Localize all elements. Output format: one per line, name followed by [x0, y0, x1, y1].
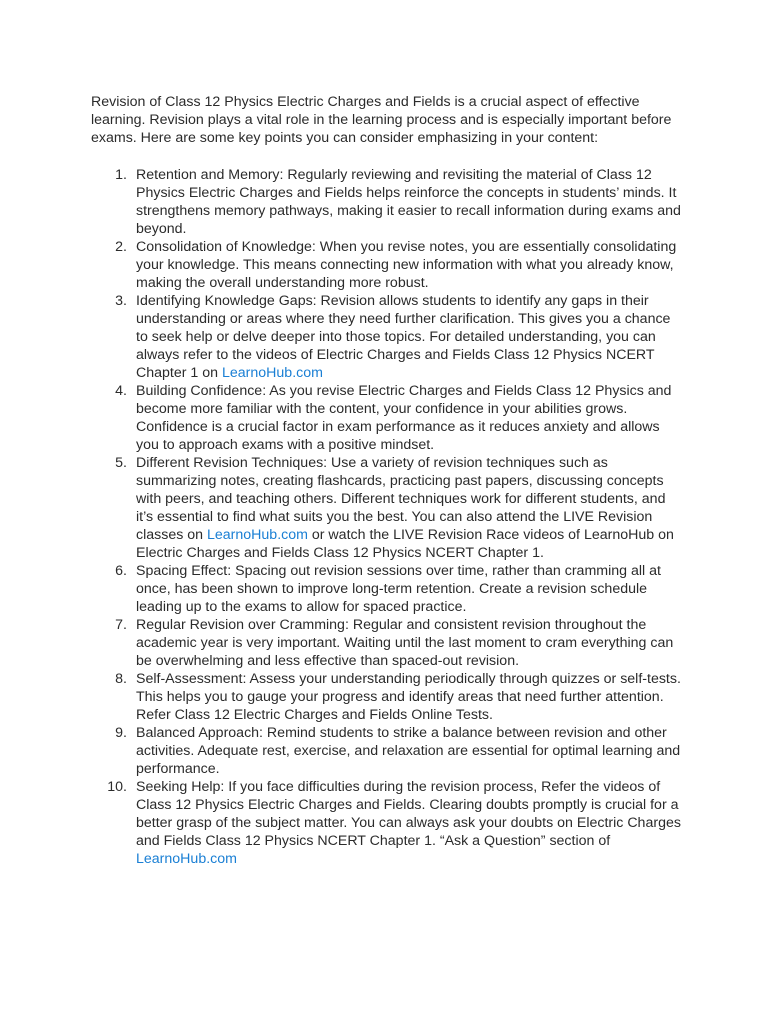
list-item: [91, 382, 681, 454]
learnohub-link[interactable]: LearnoHub.com: [221, 365, 323, 381]
list-item: [91, 292, 681, 382]
list-item-text-continued: or watch the LIVE Revision Race videos of LearnoHub on Electric Charges and Fields Class 12 Physics NCERT Chapter 1.: [136, 527, 674, 561]
list-item-text: Retention and Memory: Regularly reviewing and revisiting the material of Class 12 Physics Electric Charges and Fields helps reinforce the concepts in students’ minds. It strengthens memory pathways, making it easier to recall information during exams and beyond.: [136, 167, 681, 237]
key-points-list: [91, 166, 681, 868]
list-item-text: Balanced Approach: Remind students to strike a balance between revision and other activities. Adequate rest, exercise, and relaxation are essential for optimal learning and performance.: [136, 725, 681, 777]
list-item-number: 9.: [115, 725, 127, 741]
list-item-number: 10.: [107, 779, 127, 795]
list-item-number: 2.: [115, 239, 127, 255]
list-item-text: Consolidation of Knowledge: When you revise notes, you are essentially consolidating your knowledge. This means connecting new information with what you already know, making the overall understanding more robust.: [136, 239, 677, 291]
list-item-number: 4.: [115, 383, 127, 399]
list-item-text: Spacing Effect: Spacing out revision sessions over time, rather than cramming all at once, has been shown to improve long-term retention. Create a revision schedule leading up to the exams to allow for spaced practice.: [136, 563, 661, 615]
list-item: [91, 454, 681, 562]
list-item: [91, 166, 681, 238]
intro-paragraph: Revision of Class 12 Physics Electric Charges and Fields is a crucial aspect of effective learning. Revision plays a vital role in the learning process and is especially important before exams. Here are some key points you can consider emphasizing in your content:: [91, 94, 672, 146]
list-item-number: 7.: [115, 617, 127, 633]
list-item-number: 8.: [115, 671, 127, 687]
list-item-text: Building Confidence: As you revise Electric Charges and Fields Class 12 Physics and become more familiar with the content, your confidence in your abilities grows. Confidence is a crucial factor in exam performance as it reduces anxiety and allows you to approach exams with a positive mindset.: [136, 383, 672, 453]
list-item-text: Different Revision Techniques: Use a variety of revision techniques such as summarizing notes, creating flashcards, practicing past papers, discussing concepts with peers, and teaching others. Different techniques work for different students, and it’s essential to find what suits you the best. You can also attend the LIVE Revision classes on: [136, 455, 666, 543]
list-item: [91, 562, 681, 616]
list-item-number: 1.: [115, 167, 127, 183]
list-item-text: Seeking Help: If you face difficulties during the revision process, Refer the videos of Class 12 Physics Electric Charges and Fields. Clearing doubts promptly is crucial for a better grasp of the subject matter. You can always ask your doubts on Electric Charges and Fields Class 12 Physics NCERT Chapter 1. “Ask a Question” section of: [136, 779, 681, 849]
list-item-text: Regular Revision over Cramming: Regular and consistent revision throughout the academic year is very important. Waiting until the last moment to cram everything can be overwhelming and less effective than spaced-out revision.: [136, 617, 674, 669]
learnohub-link[interactable]: LearnoHub.com: [206, 527, 308, 543]
list-item: [91, 238, 681, 292]
list-item-text: Self-Assessment: Assess your understanding periodically through quizzes or self-tests. This helps you to gauge your progress and identify areas that need further attention. Refer Class 12 Electric Charges and Fields Online Tests.: [136, 671, 681, 723]
list-item: [91, 724, 681, 778]
list-item: [91, 778, 681, 868]
list-item: [91, 670, 681, 724]
list-item-text: Identifying Knowledge Gaps: Revision allows students to identify any gaps in their understanding or areas where they need further clarification. This gives you a chance to seek help or delve deeper into those topics. For detailed understanding, you can always refer to the videos of Electric Charges and Fields Class 12 Physics NCERT Chapter 1 on: [136, 293, 671, 381]
learnohub-link[interactable]: LearnoHub.com: [136, 851, 237, 867]
list-item-number: 6.: [115, 563, 127, 579]
list-item-number: 5.: [115, 455, 127, 471]
document-page: [91, 93, 681, 868]
list-item: [91, 616, 681, 670]
list-item-number: 3.: [115, 293, 127, 309]
